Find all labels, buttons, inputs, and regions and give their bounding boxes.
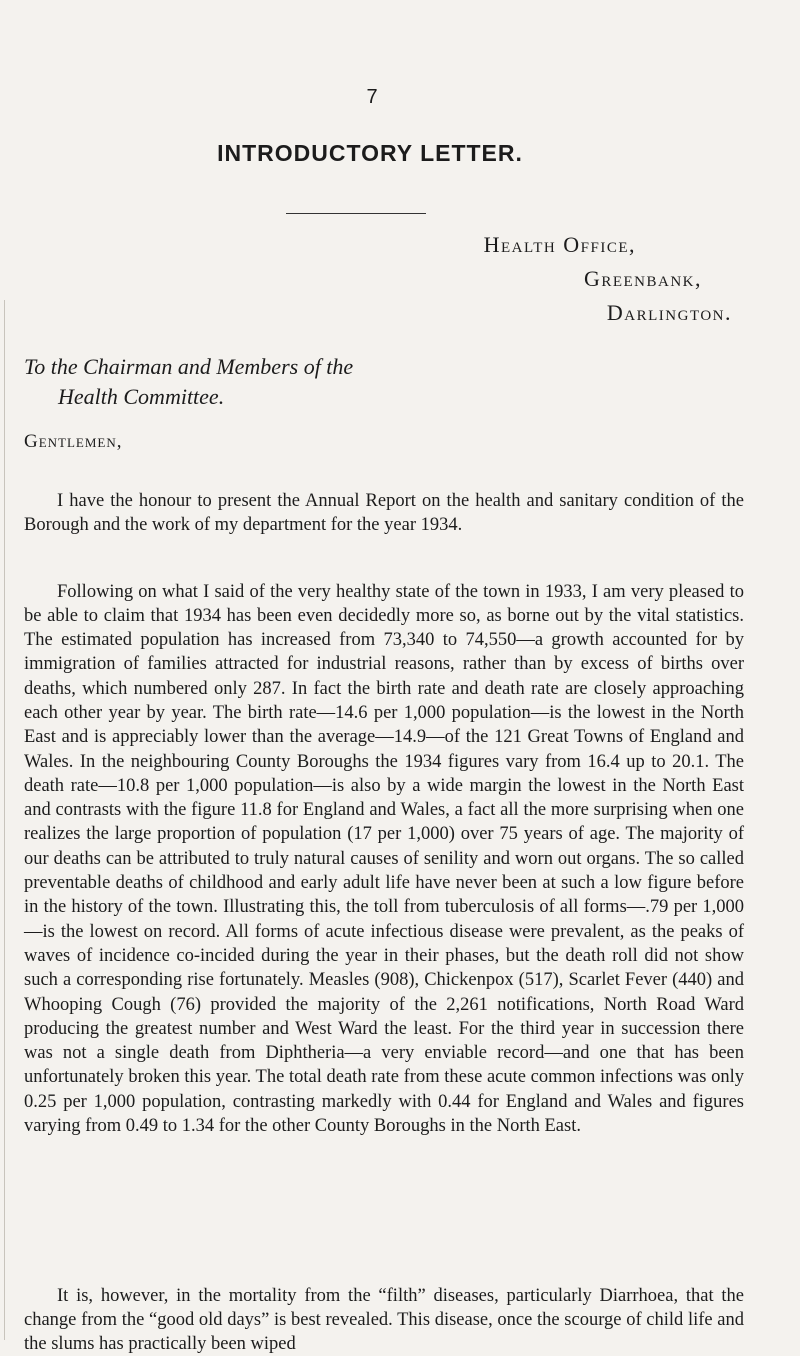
- paragraph-3: It is, however, in the mortality from the “filth” diseases, particularly Diarrhoea, that the change from the “good old days” is best revealed. This disease, once the scourge of child life and the slums has practically been wiped: [24, 1284, 744, 1356]
- page-title: INTRODUCTORY LETTER.: [200, 140, 540, 167]
- address-line-3: Darlington.: [484, 296, 732, 330]
- paragraph-2: Following on what I said of the very healthy state of the town in 1933, I am very pleased to be able to claim that 1934 has been even decidedly more so, as borne out by the vital statistics. The estimated population has increased from 73,340 to 74,550—a growth accounted for by immigration of families attracted for industrial reasons, rather than by excess of births over deaths, which numbered only 287. In fact the birth rate and death rate are closely approaching each other year by year. The birth rate—14.6 per 1,000 population—is the lowest in the North East and is appreciably lower than the average—14.9—of the 121 Great Towns of England and Wales. In the neighbouring County Boroughs the 1934 figures vary from 16.4 up to 20.1. The death rate—10.8 per 1,000 population—is also by a wide margin the lowest in the North East and contrasts with the figure 11.8 for England and Wales, a fact all the more surprising when one realizes the large proportion of population (17 per 1,000) over 75 years of age. The majority of our deaths can be attributed to truly natural causes of senility and worn out organs. The so called preventable deaths of childhood and early adult life have never been at such a low figure before in the history of the town. Illustrating this, the toll from tuberculosis of all forms—.79 per 1,000—is the lowest on record. All forms of acute infectious disease were prevalent, as the peaks of waves of incidence co-incided during the year in their phases, but the death roll did not show such a corresponding rise fortunately. Measles (908), Chickenpox (517), Scarlet Fever (440) and Whooping Cough (76) provided the majority of the 2,261 notifications, North Road Ward producing the greatest number and West Ward the least. For the third year in succession there was not a single death from Diphtheria—a very enviable record—and one that has been unfortunately broken this year. The total death rate from these acute common infections was only 0.25 per 1,000 population, contrasting markedly with 0.44 for England and Wales and figures varying from 0.49 to 1.34 for the other County Boroughs in the North East.: [24, 580, 744, 1139]
- binding-edge: [4, 300, 7, 1340]
- addressee-line-1: To the Chairman and Members of the: [24, 352, 353, 382]
- paragraph-1: I have the honour to present the Annual Report on the health and sanitary condition of the Borough and the work of my department for the year 1934.: [24, 489, 744, 538]
- address-line-1: Health Office,: [484, 228, 636, 262]
- title-divider: [286, 213, 426, 214]
- salutation: Gentlemen,: [24, 431, 123, 453]
- addressee: [24, 352, 353, 412]
- address-line-2: Greenbank,: [484, 262, 702, 296]
- addressee-line-2: Health Committee.: [24, 382, 353, 412]
- sender-address: [484, 228, 732, 330]
- page-number: 7: [362, 86, 382, 109]
